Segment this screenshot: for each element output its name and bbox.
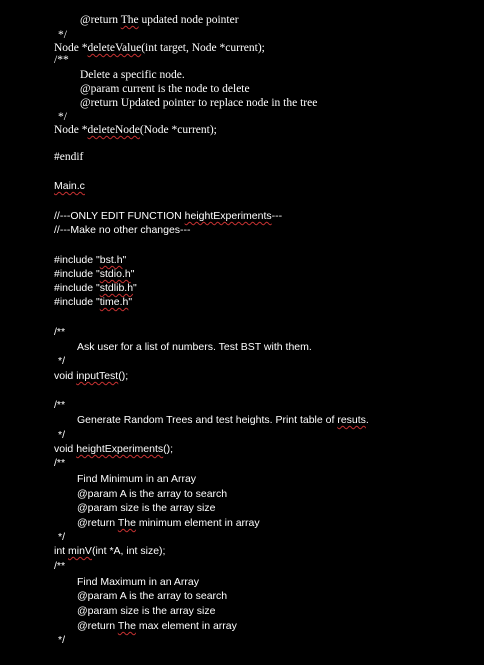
doc-line: /** bbox=[54, 457, 66, 469]
doc-line: //---Make no other changes--- bbox=[54, 224, 191, 236]
doc-line: @return Updated pointer to replace node in the tree bbox=[80, 97, 318, 109]
text-run: " bbox=[130, 268, 135, 280]
text-run: heightExperiments bbox=[76, 443, 164, 455]
text-run: time.h bbox=[99, 296, 129, 308]
doc-line: /** bbox=[54, 399, 66, 411]
text-run: (int *A, int size); bbox=[91, 545, 166, 557]
text-run: minV bbox=[68, 545, 92, 557]
text-run: inputTest bbox=[76, 370, 119, 382]
doc-line bbox=[80, 13, 239, 27]
doc-line: Ask user for a list of numbers. Test BST with them. bbox=[77, 341, 312, 353]
doc-line bbox=[77, 413, 369, 427]
text-run: " bbox=[128, 296, 133, 308]
doc-line: @param size is the array size bbox=[77, 605, 216, 617]
text-run: (); bbox=[118, 370, 129, 382]
text-run: max element in array bbox=[135, 620, 237, 632]
doc-line: @param size is the array size bbox=[77, 502, 216, 514]
doc-line: Delete a specific node. bbox=[80, 69, 185, 81]
doc-line bbox=[54, 295, 132, 309]
doc-line: */ bbox=[58, 429, 66, 441]
doc-line: */ bbox=[58, 531, 66, 543]
doc-line bbox=[54, 544, 165, 558]
text-run: The bbox=[117, 517, 136, 529]
text-run: deleteNode bbox=[87, 124, 140, 136]
text-run: Node * bbox=[54, 124, 88, 136]
text-run: #include " bbox=[54, 296, 100, 308]
text-run: (Node *current); bbox=[139, 124, 217, 136]
doc-line: #endif bbox=[54, 151, 84, 163]
doc-line bbox=[77, 619, 237, 633]
text-run: #include " bbox=[54, 268, 100, 280]
text-run: Node * bbox=[54, 42, 88, 54]
text-run: The bbox=[120, 14, 139, 26]
doc-line bbox=[54, 41, 265, 55]
doc-line: */ bbox=[58, 634, 66, 646]
doc-line: @param A is the array to search bbox=[77, 488, 228, 500]
doc-line: @param A is the array to search bbox=[77, 590, 228, 602]
text-run: --- bbox=[271, 210, 283, 222]
doc-line: */ bbox=[58, 29, 67, 41]
text-run: (); bbox=[163, 443, 174, 455]
text-run: Main.c bbox=[54, 180, 85, 192]
text-run: #include " bbox=[54, 254, 100, 266]
text-run: stdlib.h bbox=[99, 282, 134, 294]
doc-line bbox=[54, 209, 282, 223]
doc-line bbox=[54, 281, 137, 295]
doc-line bbox=[77, 516, 260, 530]
doc-line: Find Minimum in an Array bbox=[77, 473, 197, 485]
doc-line bbox=[54, 123, 217, 137]
text-run: " bbox=[133, 282, 137, 294]
text-run: @return bbox=[80, 14, 121, 26]
doc-line bbox=[54, 369, 128, 383]
text-run: void bbox=[54, 443, 77, 455]
doc-line: */ bbox=[58, 355, 66, 367]
text-run: stdio.h bbox=[99, 268, 131, 280]
text-run: #include " bbox=[54, 282, 100, 294]
text-run: " bbox=[122, 254, 127, 266]
text-run: Generate Random Trees and test heights. Print table of bbox=[77, 414, 338, 426]
text-run: The bbox=[117, 620, 136, 632]
doc-line: Find Maximum in an Array bbox=[77, 576, 199, 588]
doc-line bbox=[54, 253, 126, 267]
text-run: (int target, Node *current); bbox=[141, 42, 265, 54]
text-run: . bbox=[365, 414, 369, 426]
file-name bbox=[54, 179, 85, 193]
text-run: resuts bbox=[337, 414, 366, 426]
doc-line: */ bbox=[58, 111, 67, 123]
doc-line bbox=[54, 442, 173, 456]
text-run: int bbox=[54, 545, 69, 557]
doc-line: /** bbox=[54, 560, 66, 572]
text-run: minimum element in array bbox=[135, 517, 260, 529]
text-run: heightExperiments bbox=[184, 210, 272, 222]
doc-line: /** bbox=[54, 54, 69, 66]
text-run: //---ONLY EDIT FUNCTION bbox=[54, 210, 185, 222]
doc-line: /** bbox=[54, 326, 66, 338]
text-run: @return bbox=[77, 620, 118, 632]
text-run: @return bbox=[77, 517, 118, 529]
doc-line: @param current is the node to delete bbox=[80, 83, 250, 95]
text-run: deleteValue bbox=[87, 42, 142, 54]
doc-line bbox=[54, 267, 134, 281]
text-run: void bbox=[54, 370, 77, 382]
text-run: bst.h bbox=[99, 254, 123, 266]
text-run: updated node pointer bbox=[138, 14, 239, 26]
